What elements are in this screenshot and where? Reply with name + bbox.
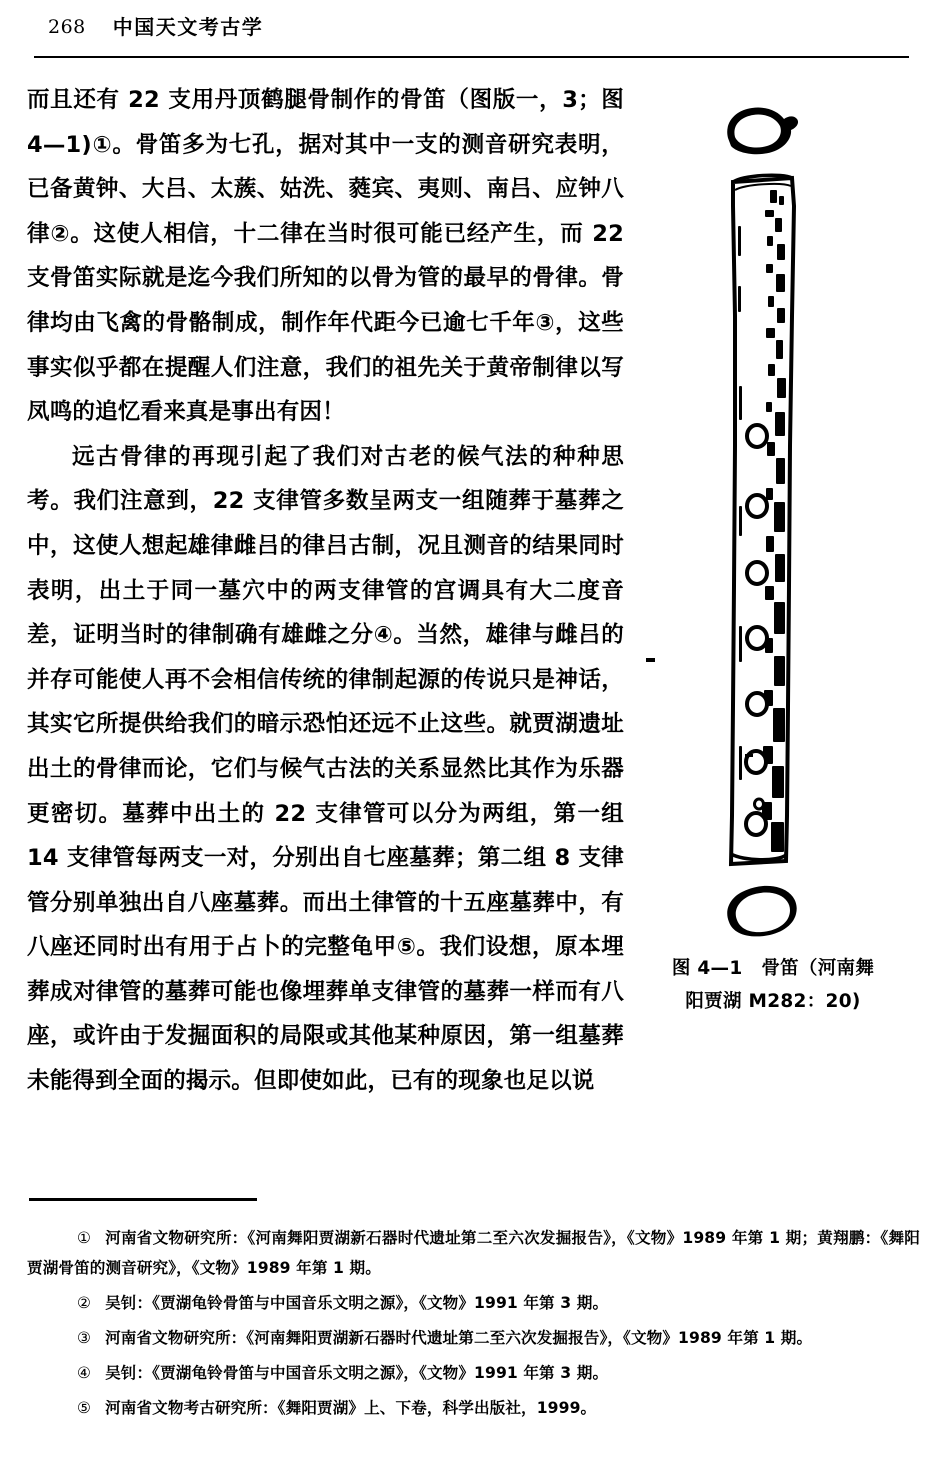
finger-hole-1 [747,425,767,447]
finger-hole-3 [747,562,767,584]
footnote-item [27,1223,920,1283]
footnote-text: 河南省文物研究所：《河南舞阳贾湖新石器时代遗址第二至六次发掘报告》，《文物》1989 年第 1 期。 [105,1329,813,1347]
bottom-cross-section [727,886,796,937]
running-head [48,14,893,52]
footnote-marker: ③ [77,1329,92,1347]
finger-hole-4 [747,627,767,649]
scale-tick-mark [646,658,655,662]
figure-caption-line-1: 图 4—1 骨笛（河南舞 [671,958,875,979]
body-tick-mark [745,754,753,757]
footnote-item [27,1358,920,1388]
footnote-text: 吴钊：《贾湖龟铃骨笛与中国音乐文明之源》，《文物》1991 年第 3 期。 [105,1364,609,1382]
header-divider [34,56,909,58]
book-title: 中国天文考古学 [112,15,264,39]
footnote-marker: ④ [77,1364,92,1382]
finger-hole-2 [747,495,767,517]
footnote-marker: ⑤ [77,1399,92,1417]
body-text-column [27,78,914,1104]
figure-caption [632,952,914,1018]
flute-body [731,175,794,864]
footnote-item [27,1323,920,1353]
finger-hole-5 [747,693,767,715]
figure-float-container [632,86,914,1018]
figure-caption-line-2: 阳贾湖 M282：20) [685,991,861,1012]
finger-hole-7 [746,813,766,835]
paragraph: 远古骨律的再现引起了我们对古老的候气法的种种思考。我们注意到，22 支律管多数呈两支一组随葬于墓葬之中，这使人想起雄律雌吕的律吕古制，况且测音的结果同时表明，出土于同一墓穴中的两支律管的宫调具有大二度音差，证明当时的律制确有雄雌之分④。当然，雄律与雌吕的并存可能使人再不会相信传统的律制起源的传说只是神话，其实它所提供给我们的暗示恐怕还远不止这些。就贾湖遗址出土的骨律而论，它们与候气古法的关系显然比其作为乐器更密切。墓葬中出土的 22 支律管可以分为两组，第一组 14 支律管每两支一对，分别出自七座墓葬；第二组 8 支律管分别单独出自八座墓葬。而出土律管的十五座墓葬中，有八座还同时出有用于占卜的完整龟甲⑤。我们设想，原本埋葬成对律管的墓葬可能也像埋葬单支律管的墓葬一样而有八座，或许由于发掘面积的局限或其他某种原因，第一组墓葬未能得到全面的揭示。但即使如此，已有的现象也足以说 [27,443,624,1095]
finger-hole-small [755,799,764,809]
footnote-text: 河南省文物研究所：《河南舞阳贾湖新石器时代遗址第二至六次发掘报告》，《文物》1989 年第 1 期；黄翔鹏：《舞阳贾湖骨笛的测音研究》，《文物》1989 年第 1 期。 [27,1229,920,1277]
paragraph: 而且还有 22 支用丹顶鹤腿骨制作的骨笛（图版一，3；图 4—1)①。骨笛多为七孔，据对其中一支的测音研究表明，已备黄钟、大吕、太蔟、姑洗、蕤宾、夷则、南吕、应钟八律②。这使人相信，十二律在当时很可能已经产生，而 22 支骨笛实际就是迄今我们所知的以骨为管的最早的骨律。骨律均由飞禽的骨骼制成，制作年代距今已逾七千年③，这些事实似乎都在提醒人们注意，我们的祖先关于黄帝制律以写凤鸣的追忆看来真是事出有因！ [27,87,624,426]
bone-flute-svg [632,86,914,946]
footnote-text: 吴钊：《贾湖龟铃骨笛与中国音乐文明之源》，《文物》1991 年第 3 期。 [105,1294,609,1312]
figure-4-1 [632,86,914,1018]
footnote-divider [29,1198,257,1201]
top-cross-section [727,108,798,155]
page-number: 268 [48,16,86,38]
footnote-item [27,1393,920,1423]
footnote-item [27,1288,920,1318]
bone-flute-illustration [632,86,914,946]
footnote-marker: ① [77,1229,92,1247]
footnotes-section [27,1198,920,1428]
footnote-text: 河南省文物考古研究所：《舞阳贾湖》上、下卷，科学出版社，1999。 [105,1399,597,1417]
footnote-marker: ② [77,1294,92,1312]
